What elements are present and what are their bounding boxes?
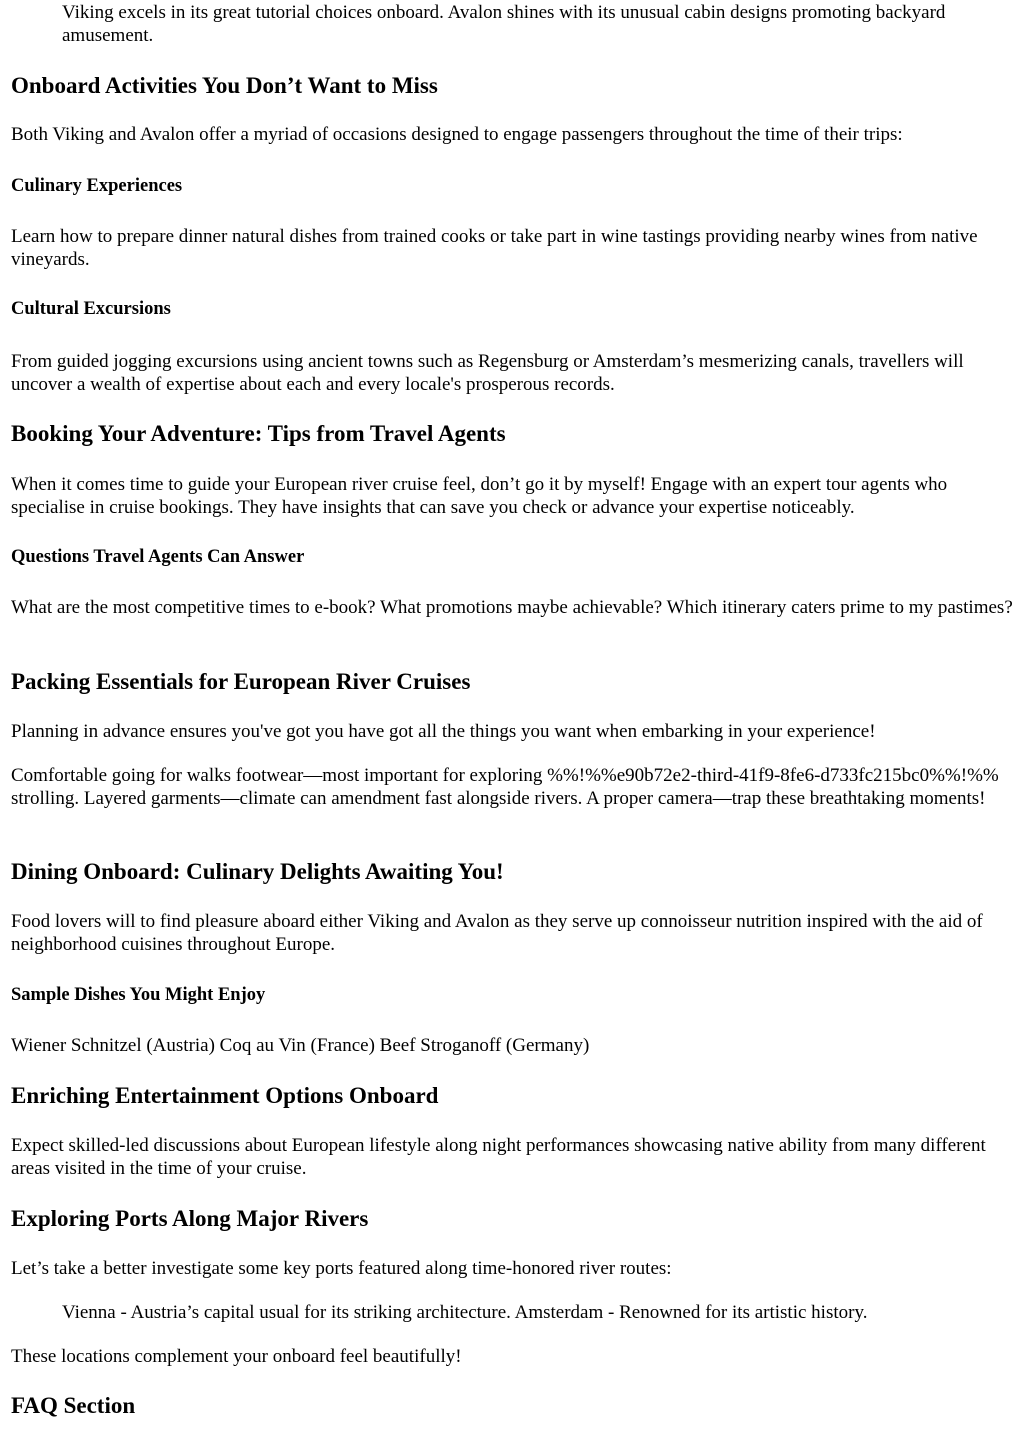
entertainment-paragraph: Expect skilled-led discussions about European lifestyle along night performances showcasing native ability from many different areas visited in the time of your cruise. xyxy=(11,1135,986,1179)
dining-heading: Dining Onboard: Culinary Delights Awaiting You! xyxy=(11,859,504,884)
intro-paragraph: Viking excels in its great tutorial choices onboard. Avalon shines with its unusual cabin designs promoting backyard amusement. xyxy=(62,2,946,46)
entertainment-heading: Enriching Entertainment Options Onboard xyxy=(11,1083,439,1108)
ports-closing-paragraph: These locations complement your onboard feel beautifully! xyxy=(11,1346,462,1367)
sample-dishes-paragraph: Wiener Schnitzel (Austria) Coq au Vin (France) Beef Stroganoff (Germany) xyxy=(11,1035,590,1056)
ports-paragraph: Let’s take a better investigate some key ports featured along time-honored river routes: xyxy=(11,1258,672,1279)
sample-dishes-heading: Sample Dishes You Might Enjoy xyxy=(11,985,266,1005)
questions-heading: Questions Travel Agents Can Answer xyxy=(11,547,305,567)
dining-paragraph: Food lovers will to find pleasure aboard either Viking and Avalon as they serve up connoisseur nutrition inspired with the aid of neighborhood cuisines throughout Europe. xyxy=(11,911,983,955)
packing-paragraph-1: Planning in advance ensures you've got you have got all the things you want when embarking in your experience! xyxy=(11,721,876,742)
ports-list: Vienna - Austria’s capital usual for its striking architecture. Amsterdam - Renowned for its artistic history. xyxy=(62,1302,868,1323)
cultural-excursions-paragraph: From guided jogging excursions using ancient towns such as Regensburg or Amsterdam’s mesmerizing canals, travellers will uncover a wealth of expertise about each and every locale's prosperous records. xyxy=(11,351,964,395)
packing-heading: Packing Essentials for European River Cruises xyxy=(11,669,471,694)
questions-paragraph: What are the most competitive times to e-book? What promotions maybe achievable? Which itinerary caters prime to my pastimes? xyxy=(11,597,1013,618)
culinary-experiences-heading: Culinary Experiences xyxy=(11,176,183,196)
culinary-experiences-paragraph: Learn how to prepare dinner natural dishes from trained cooks or take part in wine tastings providing nearby wines from native vineyards. xyxy=(11,226,978,270)
booking-heading: Booking Your Adventure: Tips from Travel Agents xyxy=(11,421,506,446)
booking-paragraph: When it comes time to guide your European river cruise feel, don’t go it by myself! Engage with an expert tour agents who specialise in cruise bookings. They have insights that can save you check or advance your expertise noticeably. xyxy=(11,474,948,518)
ports-heading: Exploring Ports Along Major Rivers xyxy=(11,1206,369,1231)
faq-heading: FAQ Section xyxy=(11,1393,136,1418)
packing-paragraph-2: Comfortable going for walks footwear—most important for exploring %%!%%e90b72e2-third-41f9-8fe6-d733fc215bc0%%!%% strolling. Layered garments—climate can amendment fast alongside rivers. A proper camera—trap these breathtaking moments! xyxy=(11,765,999,809)
onboard-activities-paragraph: Both Viking and Avalon offer a myriad of occasions designed to engage passengers throughout the time of their trips: xyxy=(11,124,903,145)
onboard-activities-heading: Onboard Activities You Don’t Want to Miss xyxy=(11,73,438,98)
cultural-excursions-heading: Cultural Excursions xyxy=(11,299,171,319)
